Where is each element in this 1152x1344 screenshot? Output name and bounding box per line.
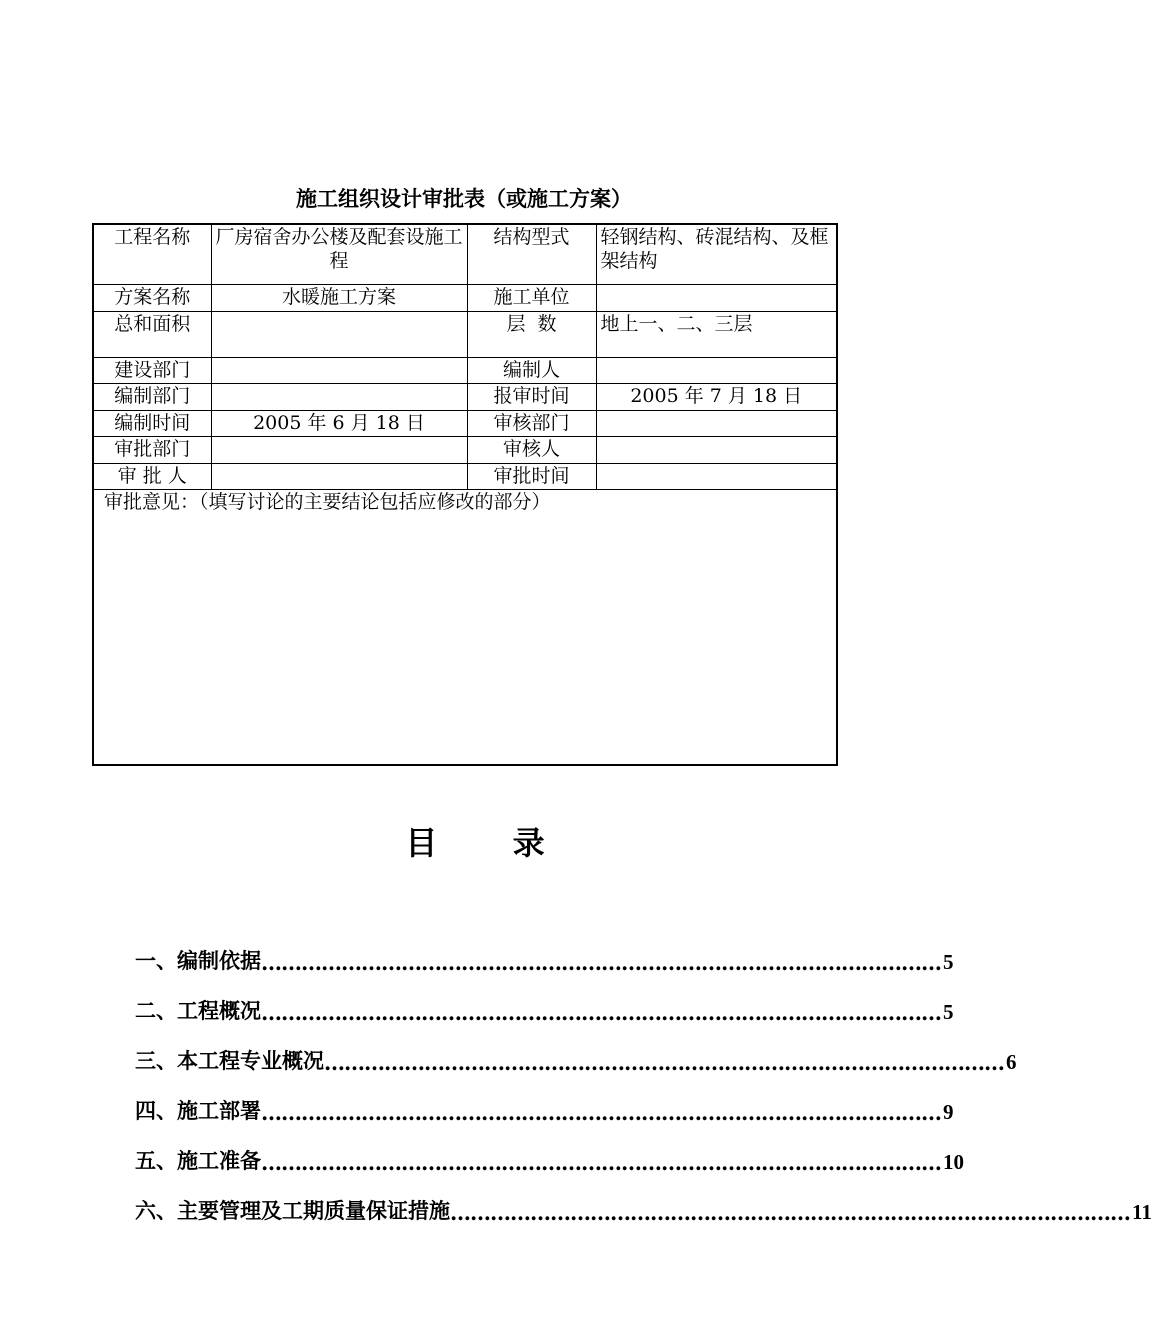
toc-item[interactable] <box>135 1025 1017 1075</box>
label-floors: 层 数 <box>467 311 596 357</box>
form-row <box>93 436 837 463</box>
label-review-dept: 审核部门 <box>467 410 596 436</box>
toc-item-page: 11 <box>1132 1200 1152 1224</box>
toc-item[interactable] <box>135 925 954 975</box>
table-of-contents <box>135 925 1152 1225</box>
label-compiler: 编制人 <box>467 357 596 383</box>
value-total-area <box>211 311 467 357</box>
toc-item-page: 9 <box>943 1100 954 1124</box>
form-row <box>93 463 837 489</box>
toc-leader: ………………………………………………………………………………………… <box>261 1000 941 1025</box>
toc-item-text: 四、施工部署 <box>135 1098 261 1123</box>
label-total-area: 总和面积 <box>93 311 211 357</box>
label-construction-unit: 施工单位 <box>467 284 596 311</box>
value-project-name: 厂房宿舍办公楼及配套设施工程 <box>211 224 467 284</box>
value-reviewer <box>596 436 837 463</box>
label-reviewer: 审核人 <box>467 436 596 463</box>
toc-title: 目 录 <box>405 824 577 862</box>
value-plan-name: 水暖施工方案 <box>211 284 467 311</box>
label-construction-dept: 建设部门 <box>93 357 211 383</box>
value-compile-time: 2005 年 6 月 18 日 <box>211 410 467 436</box>
toc-item-page: 5 <box>943 1000 954 1024</box>
toc-item[interactable] <box>135 1175 1152 1225</box>
toc-item-text: 一、编制依据 <box>135 948 261 973</box>
form-title: 施工组织设计审批表（或施工方案） <box>296 186 632 211</box>
toc-leader: ………………………………………………………………………………………… <box>261 950 941 975</box>
value-construction-dept <box>211 357 467 383</box>
label-project-name: 工程名称 <box>93 224 211 284</box>
form-row-opinion <box>93 489 837 765</box>
toc-item[interactable] <box>135 975 954 1025</box>
value-submission-time: 2005 年 7 月 18 日 <box>596 383 837 410</box>
label-approver: 审 批 人 <box>93 463 211 489</box>
toc-leader: ………………………………………………………………………………………… <box>261 1150 941 1175</box>
value-construction-unit <box>596 284 837 311</box>
toc-item-page: 5 <box>943 950 954 974</box>
toc-item-text: 六、主要管理及工期质量保证措施 <box>135 1198 450 1223</box>
approval-opinion: 审批意见：（填写讨论的主要结论包括应修改的部分） <box>93 489 837 765</box>
label-compile-time: 编制时间 <box>93 410 211 436</box>
label-structure-type: 结构型式 <box>467 224 596 284</box>
value-structure-type: 轻钢结构、砖混结构、及框架结构 <box>596 224 837 284</box>
label-plan-name: 方案名称 <box>93 284 211 311</box>
value-compiler <box>596 357 837 383</box>
label-compiling-dept: 编制部门 <box>93 383 211 410</box>
toc-item-text: 五、施工准备 <box>135 1148 261 1173</box>
label-approval-dept: 审批部门 <box>93 436 211 463</box>
form-row <box>93 383 837 410</box>
form-row <box>93 357 837 383</box>
approval-form-table <box>92 223 838 766</box>
form-row <box>93 224 837 284</box>
value-approver <box>211 463 467 489</box>
toc-item[interactable] <box>135 1075 954 1125</box>
value-approval-time <box>596 463 837 489</box>
toc-leader: ………………………………………………………………………………………… <box>261 1100 941 1125</box>
toc-item-text: 二、工程概况 <box>135 998 261 1023</box>
toc-item-page: 6 <box>1006 1050 1017 1074</box>
value-approval-dept <box>211 436 467 463</box>
form-row <box>93 311 837 357</box>
form-row <box>93 410 837 436</box>
toc-leader: ………………………………………………………………………………………… <box>450 1200 1130 1225</box>
toc-item-text: 三、本工程专业概况 <box>135 1048 324 1073</box>
value-floors: 地上一、二、三层 <box>596 311 837 357</box>
toc-item[interactable] <box>135 1125 964 1175</box>
label-submission-time: 报审时间 <box>467 383 596 410</box>
label-approval-time: 审批时间 <box>467 463 596 489</box>
toc-leader: ………………………………………………………………………………………… <box>324 1050 1004 1075</box>
value-review-dept <box>596 410 837 436</box>
toc-item-page: 10 <box>943 1150 964 1174</box>
value-compiling-dept <box>211 383 467 410</box>
form-row <box>93 284 837 311</box>
